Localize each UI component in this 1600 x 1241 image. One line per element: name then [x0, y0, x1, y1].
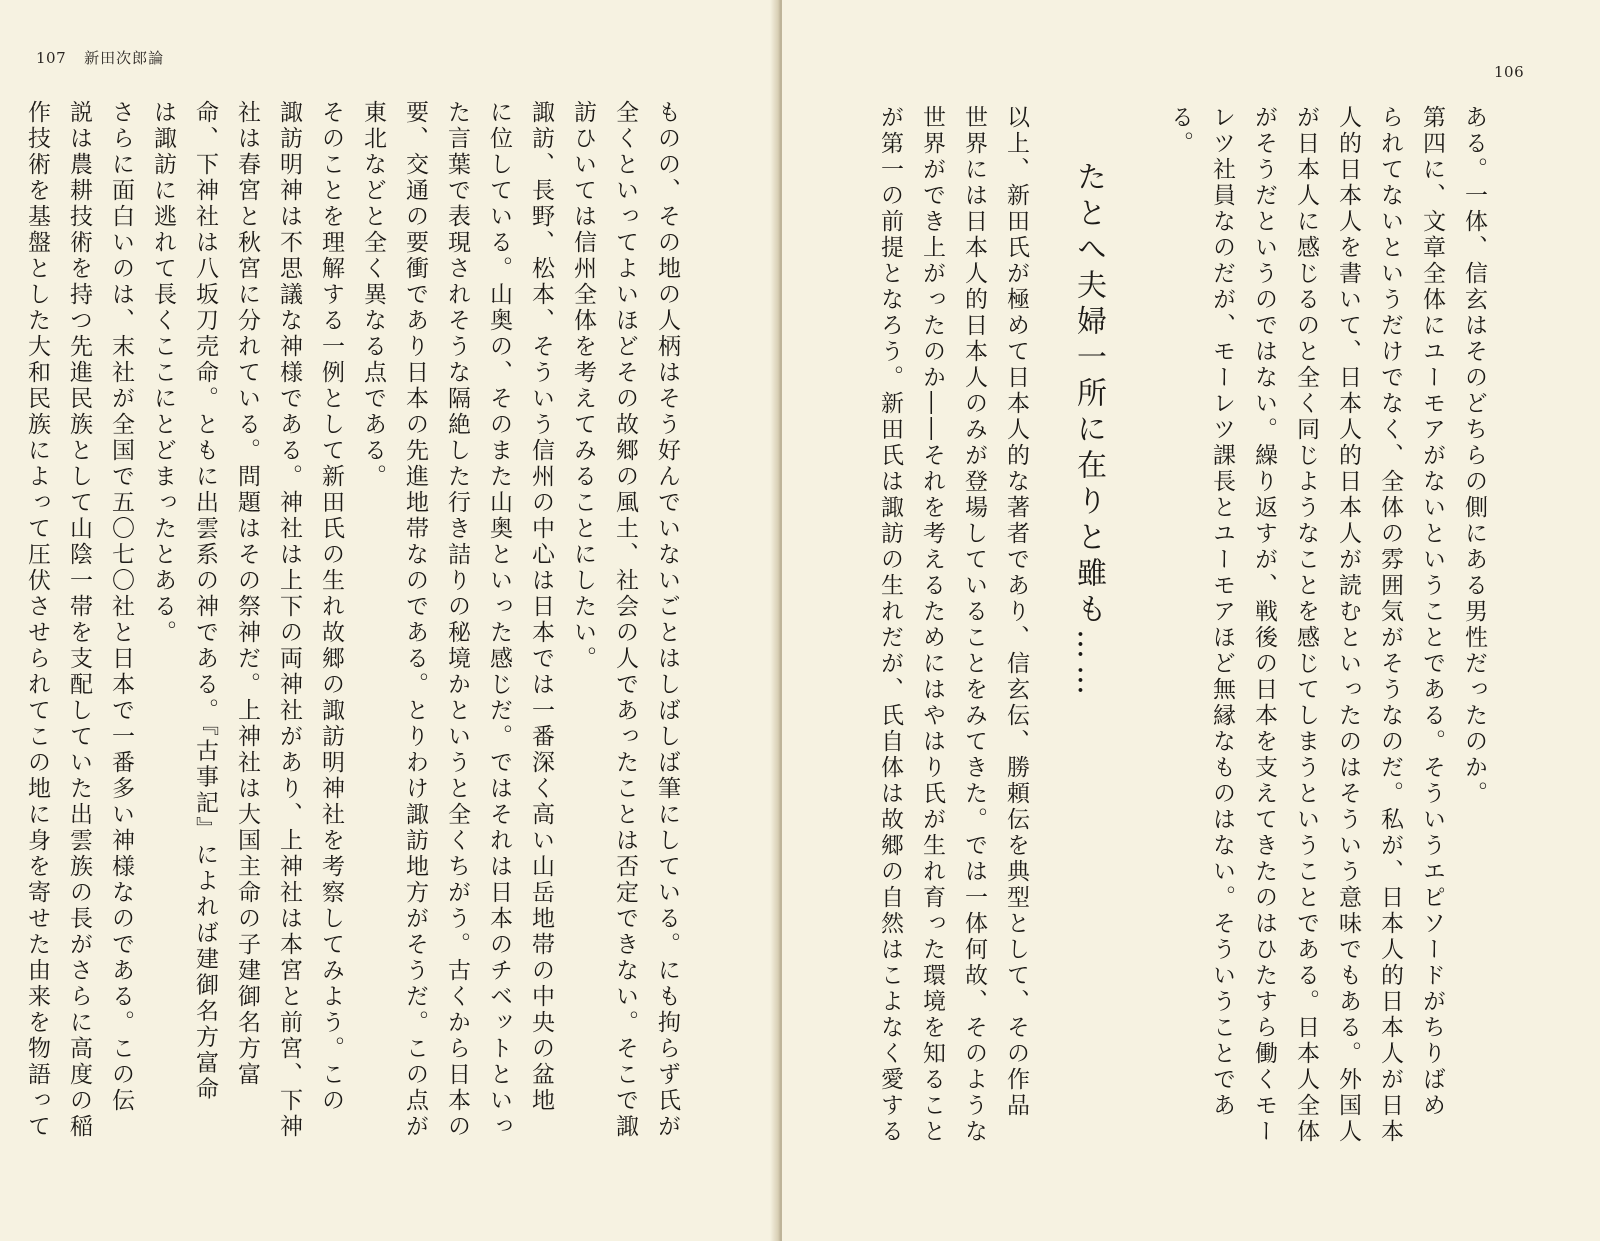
- body-line: 世界ができ上がったのか――それを考えるためにはやはり氏が生れ育った環境を知ること: [919, 105, 945, 1145]
- body-line: 以上、新田氏が極めて日本人的な著者であり、信玄伝、勝頼伝を典型として、その作品: [1003, 105, 1029, 1119]
- body-line: た言葉で表現されそうな隔絶した行き詰りの秘境かというと全くちがう。古くから日本の: [444, 100, 470, 1140]
- body-line: 説は農耕技術を持つ先進民族として山陰一帯を支配していた出雲族の長がさらに高度の稲: [66, 100, 92, 1140]
- left-page-number: 107: [36, 49, 67, 67]
- right-page-number: 106: [1494, 63, 1525, 81]
- body-line: 社は春宮と秋宮に分れている。問題はその祭神だ。上神社は大国主命の子建御名方富: [234, 100, 260, 1088]
- left-page-header: [36, 47, 164, 68]
- body-line: に位している。山奥の、そのまた山奥といった感じだ。ではそれは日本のチベットといっ: [486, 100, 512, 1140]
- section-heading: たとへ夫婦一所に在りと雖も……: [1071, 161, 1106, 701]
- body-line: が第一の前提となろう。新田氏は諏訪の生れだが、氏自体は故郷の自然はこよなく愛する: [877, 105, 903, 1145]
- body-line: 作技術を基盤とした大和民族によって圧伏させられてこの地に身を寄せた由来を物語って: [24, 100, 50, 1140]
- body-line: がそうだというのではない。繰り返すが、戦後の日本を支えてきたのはひたすら働くモー: [1251, 105, 1277, 1145]
- body-line: ある。一体、信玄はそのどちらの側にある男性だったのか。: [1461, 105, 1487, 807]
- running-title: 新田次郎論: [84, 49, 165, 67]
- body-line: 人的日本人を書いて、日本人的日本人が読むといったのはそういう意味でもある。外国人: [1335, 105, 1361, 1145]
- body-line: 要、交通の要衝であり日本の先進地帯なのである。とりわけ諏訪地方がそうだ。この点が: [402, 100, 428, 1140]
- right-page-body: [869, 105, 1495, 1145]
- body-line: 全くといってよいほどその故郷の風土、社会の人であったことは否定できない。そこで諏: [612, 100, 638, 1140]
- left-page-body: [16, 100, 688, 1140]
- body-line: 命、下神社は八坂刀売命。ともに出雲系の神である。『古事記』によれば建御名方富命: [192, 100, 218, 1103]
- body-line: 東北などと全く異なる点である。: [360, 100, 386, 490]
- body-line: ものの、その地の人柄はそう好んでいないごとはしばしば筆にしている。にも拘らず氏が: [654, 100, 680, 1140]
- left-page: [0, 0, 778, 1241]
- body-line: 訪ひいては信州全体を考えてみることにしたい。: [570, 100, 596, 672]
- right-page: [782, 0, 1600, 1241]
- body-line: さらに面白いのは、末社が全国で五〇七〇社と日本で一番多い神様なのである。この伝: [108, 100, 134, 1114]
- body-line: は諏訪に逃れて長くここにとどまったとある。: [150, 100, 176, 646]
- body-line: る。: [1167, 105, 1193, 157]
- body-line: 諏訪明神は不思議な神様である。神社は上下の両神社があり、上神社は本宮と前宮、下神: [276, 100, 302, 1140]
- body-line: レツ社員なのだが、モーレツ課長とユーモアほど無縁なものはない。そういうことであ: [1209, 105, 1235, 1119]
- body-line: 諏訪、長野、松本、そういう信州の中心は日本では一番深く高い山岳地帯の中央の盆地: [528, 100, 554, 1114]
- body-line: られてないというだけでなく、全体の雰囲気がそうなのだ。私が、日本人的日本人が日本: [1377, 105, 1403, 1145]
- body-line: 世界には日本人的日本人のみが登場していることをみてきた。では一体何故、そのような: [961, 105, 987, 1145]
- body-line: 第四に、文章全体にユーモアがないということである。そういうエピソードがちりばめ: [1419, 105, 1445, 1119]
- body-line: そのことを理解する一例として新田氏の生れ故郷の諏訪明神社を考察してみよう。この: [318, 100, 344, 1114]
- body-line: が日本人に感じるのと全く同じようなことを感じてしまうということである。日本人全体: [1293, 105, 1319, 1145]
